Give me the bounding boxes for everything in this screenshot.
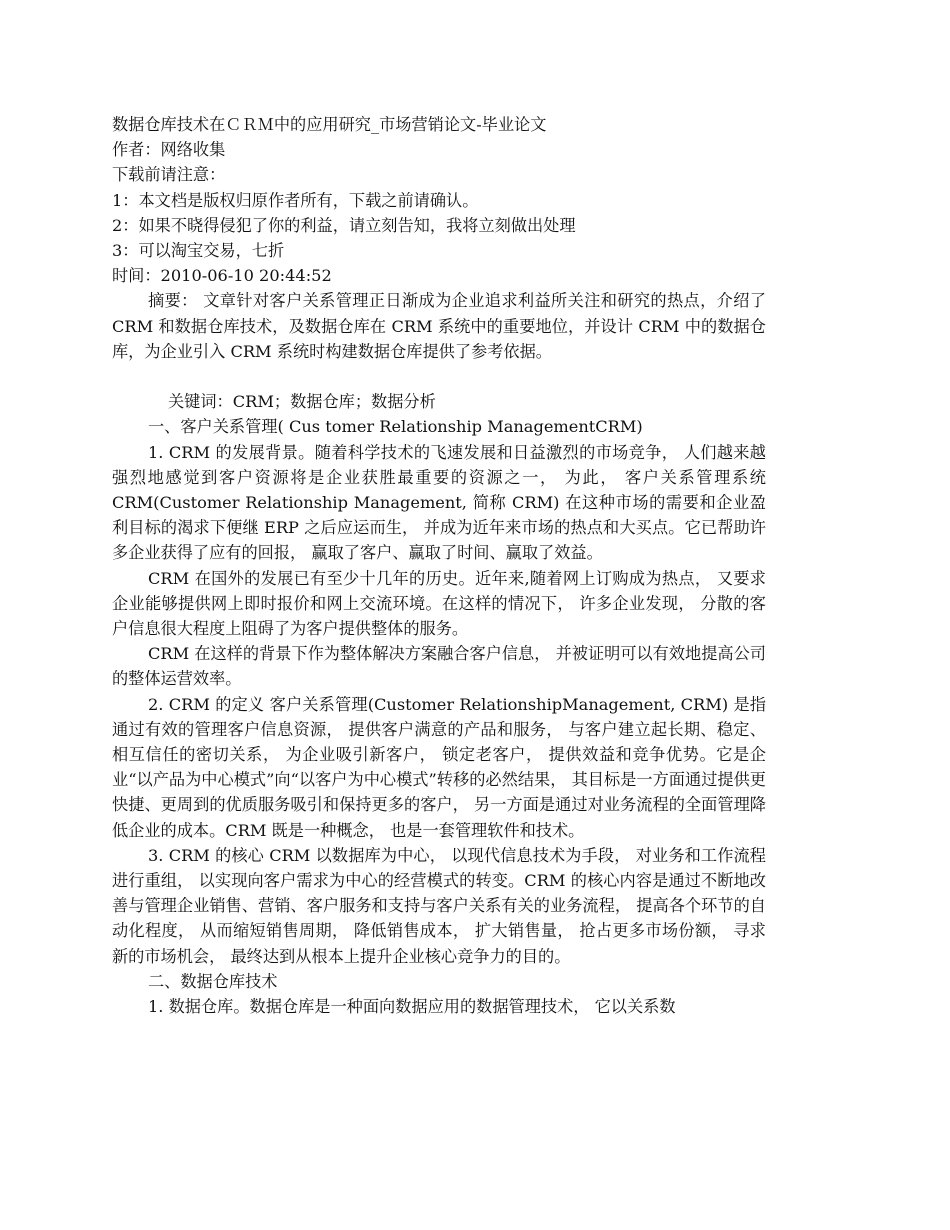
keywords-line: 关键词：CRM；数据仓库；数据分析 — [168, 392, 436, 412]
document-time: 时间：2010-06-10 20:44:52 — [112, 266, 332, 286]
document-body — [112, 112, 766, 1019]
document-title: 数据仓库技术在ＣＲＭ中的应用研究_市场营销论文-毕业论文 — [112, 115, 547, 134]
notice-item: 2：如果不晓得侵犯了你的利益，请立刻告知，我将立刻做出处理 — [112, 215, 576, 235]
body-paragraph: 1. 数据仓库。数据仓库是一种面向数据应用的数据管理技术， 它以关系数 — [148, 997, 676, 1017]
notice-item: 3：可以淘宝交易，七折 — [112, 241, 285, 261]
section-heading: 一、客户关系管理( Cus tomer Relationship ManagementCRM) — [148, 417, 643, 437]
body-paragraph: CRM 在这样的背景下作为整体解决方案融合客户信息， 并被证明可以有效地提高公司的整体运营效率。 — [112, 644, 766, 689]
abstract-paragraph: 摘要： 文章针对客户关系管理正日渐成为企业追求利益所关注和研究的热点，介绍了 CRM 和数据仓库技术，及数据仓库在 CRM 系统中的重要地位，并设计 CRM 中的数据仓库，为企业引入 CRM 系统时构建数据仓库提供了参考依据。 — [112, 291, 766, 361]
body-paragraph: 1. CRM 的发展背景。随着科学技术的飞速发展和日益激烈的市场竞争， 人们越来越强烈地感觉到客户资源将是企业获胜最重要的资源之一， 为此， 客户关系管理系统 CRM(Customer Relationship Management, 简称 CRM) 在这种市场的需要和企业盈利目标的渴求下便继 ERP 之后应运而生， 并成为近年来市场的热点和大买点。它已帮助许多企业获得了应有的回报， 赢取了客户、赢取了时间、赢取了效益。 — [112, 442, 766, 563]
body-paragraph: 3. CRM 的核心 CRM 以数据库为中心， 以现代信息技术为手段， 对业务和工作流程进行重组， 以实现向客户需求为中心的经营模式的转变。CRM 的核心内容是通过不断地改善与管理企业销售、营销、客户服务和支持与客户关系有关的业务流程， 提高各个环节的自动化程度， 从而缩短销售周期， 降低销售成本， 扩大销售量， 抢占更多市场份额， 寻求新的市场机会， 最终达到从根本上提升企业核心竞争力的目的。 — [112, 845, 766, 966]
body-paragraph: 2. CRM 的定义 客户关系管理(Customer RelationshipManagement, CRM) 是指通过有效的管理客户信息资源， 提供客户满意的产品和服务， 与客户建立起长期、稳定、相互信任的密切关系， 为企业吸引新客户， 锁定老客户， 提供效益和竞争优势。它是企业“以产品为中心模式”向“以客户为中心模式”转移的必然结果， 其目标是一方面通过提供更快捷、更周到的优质服务吸引和保持更多的客户， 另一方面是通过对业务流程的全面管理降低企业的成本。CRM 既是一种概念， 也是一套管理软件和技术。 — [112, 694, 766, 840]
notice-heading: 下载前请注意： — [112, 165, 226, 185]
section-heading: 二、数据仓库技术 — [148, 971, 278, 991]
document-author: 作者：网络收集 — [112, 140, 226, 160]
body-paragraph: CRM 在国外的发展已有至少十几年的历史。近年来,随着网上订购成为热点， 又要求企业能够提供网上即时报价和网上交流环境。在这样的情况下， 许多企业发现， 分散的客户信息很大程度上阻碍了为客户提供整体的服务。 — [112, 568, 766, 639]
notice-item: 1：本文档是版权归原作者所有，下载之前请确认。 — [112, 190, 479, 210]
blank-line — [112, 364, 766, 389]
